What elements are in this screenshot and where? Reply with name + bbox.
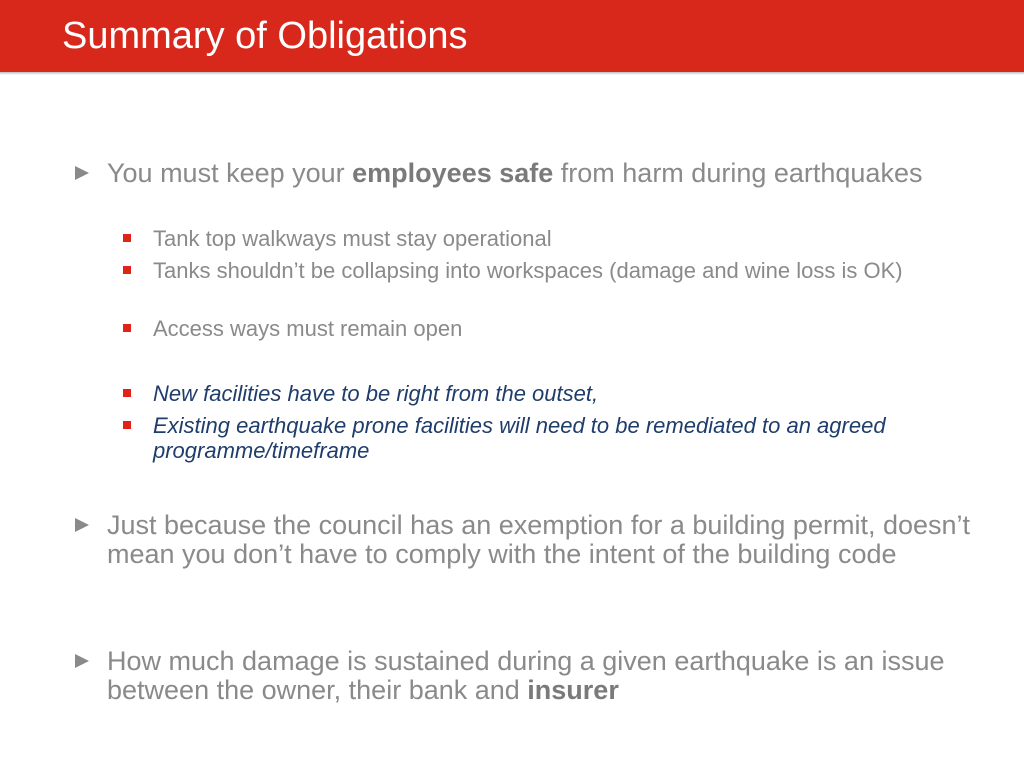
bullet-bold-text: employees safe bbox=[352, 158, 554, 188]
triangle-right-icon bbox=[75, 166, 89, 180]
bullet-employees-safe bbox=[107, 159, 987, 188]
sub-bullet-existing-facilities: Existing earthquake prone facilities will need to be remediated to an agreed programme/timeframe bbox=[153, 413, 886, 463]
triangle-right-icon bbox=[75, 518, 89, 532]
slide-title: Summary of Obligations bbox=[62, 15, 468, 57]
square-bullet-icon bbox=[123, 421, 131, 429]
sub-bullet-walkways: Tank top walkways must stay operational bbox=[153, 226, 552, 251]
bullet-bold-text: insurer bbox=[527, 675, 619, 705]
bullet-council-exemption: Just because the council has an exemption for a building permit, doesn’t mean you don’t have to comply with the intent of the building code bbox=[107, 510, 971, 569]
sub-bullet-access-ways: Access ways must remain open bbox=[153, 316, 463, 341]
title-bar bbox=[0, 0, 1024, 72]
bullet-text: from harm during earthquakes bbox=[553, 158, 923, 188]
bullet-text: How much damage is sustained during a given earthquake is an issue between the owner, their bank and bbox=[107, 646, 945, 705]
square-bullet-icon bbox=[123, 266, 131, 274]
sub-bullet-new-facilities: New facilities have to be right from the outset, bbox=[153, 381, 599, 406]
square-bullet-icon bbox=[123, 324, 131, 332]
bullet-damage-insurer bbox=[107, 647, 987, 705]
square-bullet-icon bbox=[123, 234, 131, 242]
square-bullet-icon bbox=[123, 389, 131, 397]
sub-bullet-tanks: Tanks shouldn’t be collapsing into workspaces (damage and wine loss is OK) bbox=[153, 258, 903, 283]
bullet-text: You must keep your bbox=[107, 158, 353, 188]
triangle-right-icon bbox=[75, 654, 89, 668]
